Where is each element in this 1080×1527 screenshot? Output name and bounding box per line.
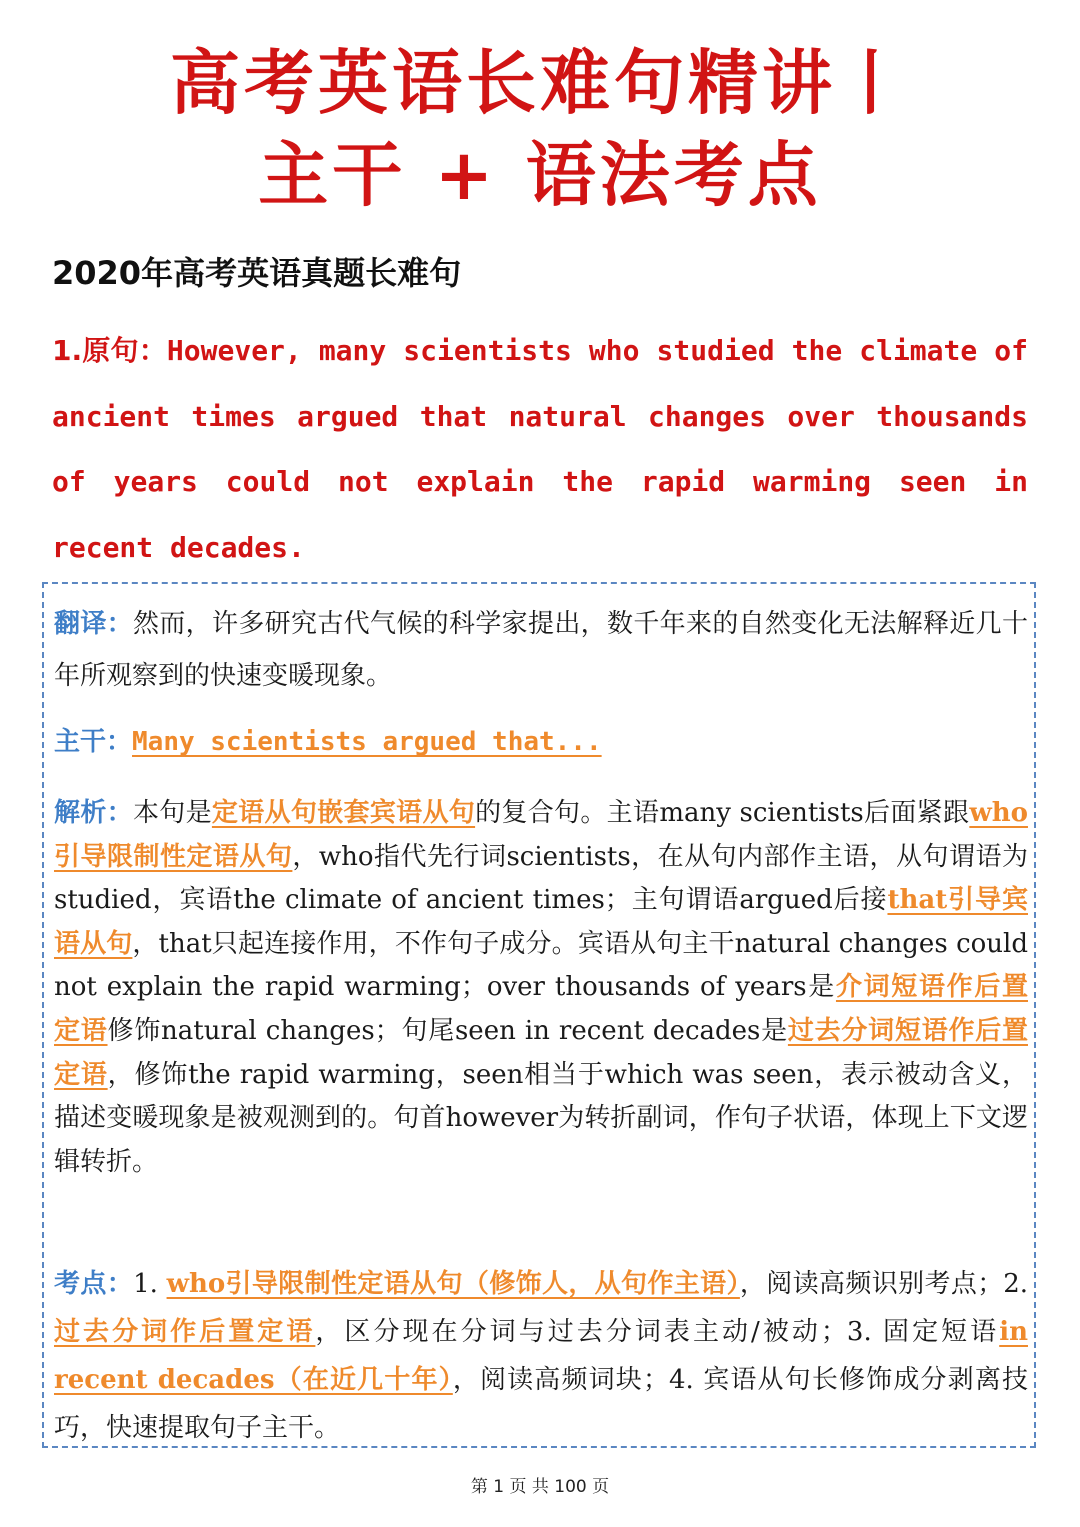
key-points-text: ，阅读高频词块；4. 宾语从句长修饰成分剥离技巧，快速提取句子主干。: [54, 1365, 1028, 1443]
analysis-text: 本句是: [132, 798, 212, 828]
page-footer: 第 1 页 共 100 页: [470, 1477, 610, 1497]
page-title-line-2: 主干 + 语法考点: [258, 134, 822, 216]
key-points-highlight: who引导限制性定语从句（修饰人，从句作主语）: [166, 1269, 740, 1299]
key-points-text: ，阅读高频识别考点；2.: [739, 1269, 1028, 1299]
key-points-section: [54, 1260, 1028, 1452]
main-clause-label: 主干：: [54, 727, 133, 757]
original-sentence-label: 1.原句：: [52, 334, 167, 367]
key-points-highlight: 过去分词作后置定语: [54, 1317, 316, 1347]
analysis-text: ，that只起连接作用，不作句子成分。宾语从句主干natural changes could not explain the rapid warming；over thousands of years是: [54, 928, 1028, 1003]
analysis-highlight: that引导宾语从句: [54, 885, 1028, 959]
analysis-text: ，who指代先行词scientists，在从句内部作主语，从句谓语为studied，宾语the climate of ancient times；主句谓语argued后接: [54, 841, 1028, 916]
analysis-highlight: 介词短语作后置定语: [54, 972, 1028, 1046]
analysis-box: [42, 582, 1036, 1448]
original-sentence-text: However, many scientists who studied the climate of ancient times argued that natural changes over thousands of years could not explain the rapid warming seen in recent decades.: [52, 334, 1028, 564]
key-points-label: 考点：: [54, 1269, 134, 1299]
translation-section: [54, 598, 1028, 702]
section-subtitle: 2020年高考英语真题长难句: [52, 254, 462, 292]
page-title-line-1: 高考英语长难句精讲丨: [170, 42, 910, 124]
key-points-highlight: in recent decades（在近几十年）: [54, 1317, 1028, 1395]
original-sentence: [52, 318, 1028, 580]
analysis-text: 修饰natural changes；句尾seen in recent decades是: [107, 1015, 788, 1046]
translation-text: 然而，许多研究古代气候的科学家提出，数千年来的自然变化无法解释近几十年所观察到的快速变暖现象。: [54, 609, 1028, 691]
key-points-text: ，区分现在分词与过去分词表主动/被动；3. 固定短语: [315, 1317, 1000, 1347]
analysis-label: 解析：: [54, 798, 133, 828]
analysis-text: 的复合句。主语many scientists后面紧跟: [475, 798, 970, 828]
main-clause-text: Many scientists argued that...: [132, 727, 602, 757]
analysis-section: [54, 792, 1028, 1184]
analysis-highlight: 过去分词短语作后置定语: [54, 1015, 1028, 1090]
analysis-highlight: who引导限制性定语从句: [54, 798, 1028, 872]
main-clause-section: [54, 716, 1028, 768]
translation-label: 翻译：: [54, 609, 133, 639]
key-points-text: 1.: [133, 1269, 167, 1299]
analysis-text: ，修饰the rapid warming，seen相当于which was seen，表示被动含义，描述变暖现象是被观测到的。句首however为转折副词，作句子状语，体现上下文逻辑转折。: [54, 1059, 1028, 1177]
analysis-highlight: 定语从句嵌套宾语从句: [211, 798, 476, 828]
